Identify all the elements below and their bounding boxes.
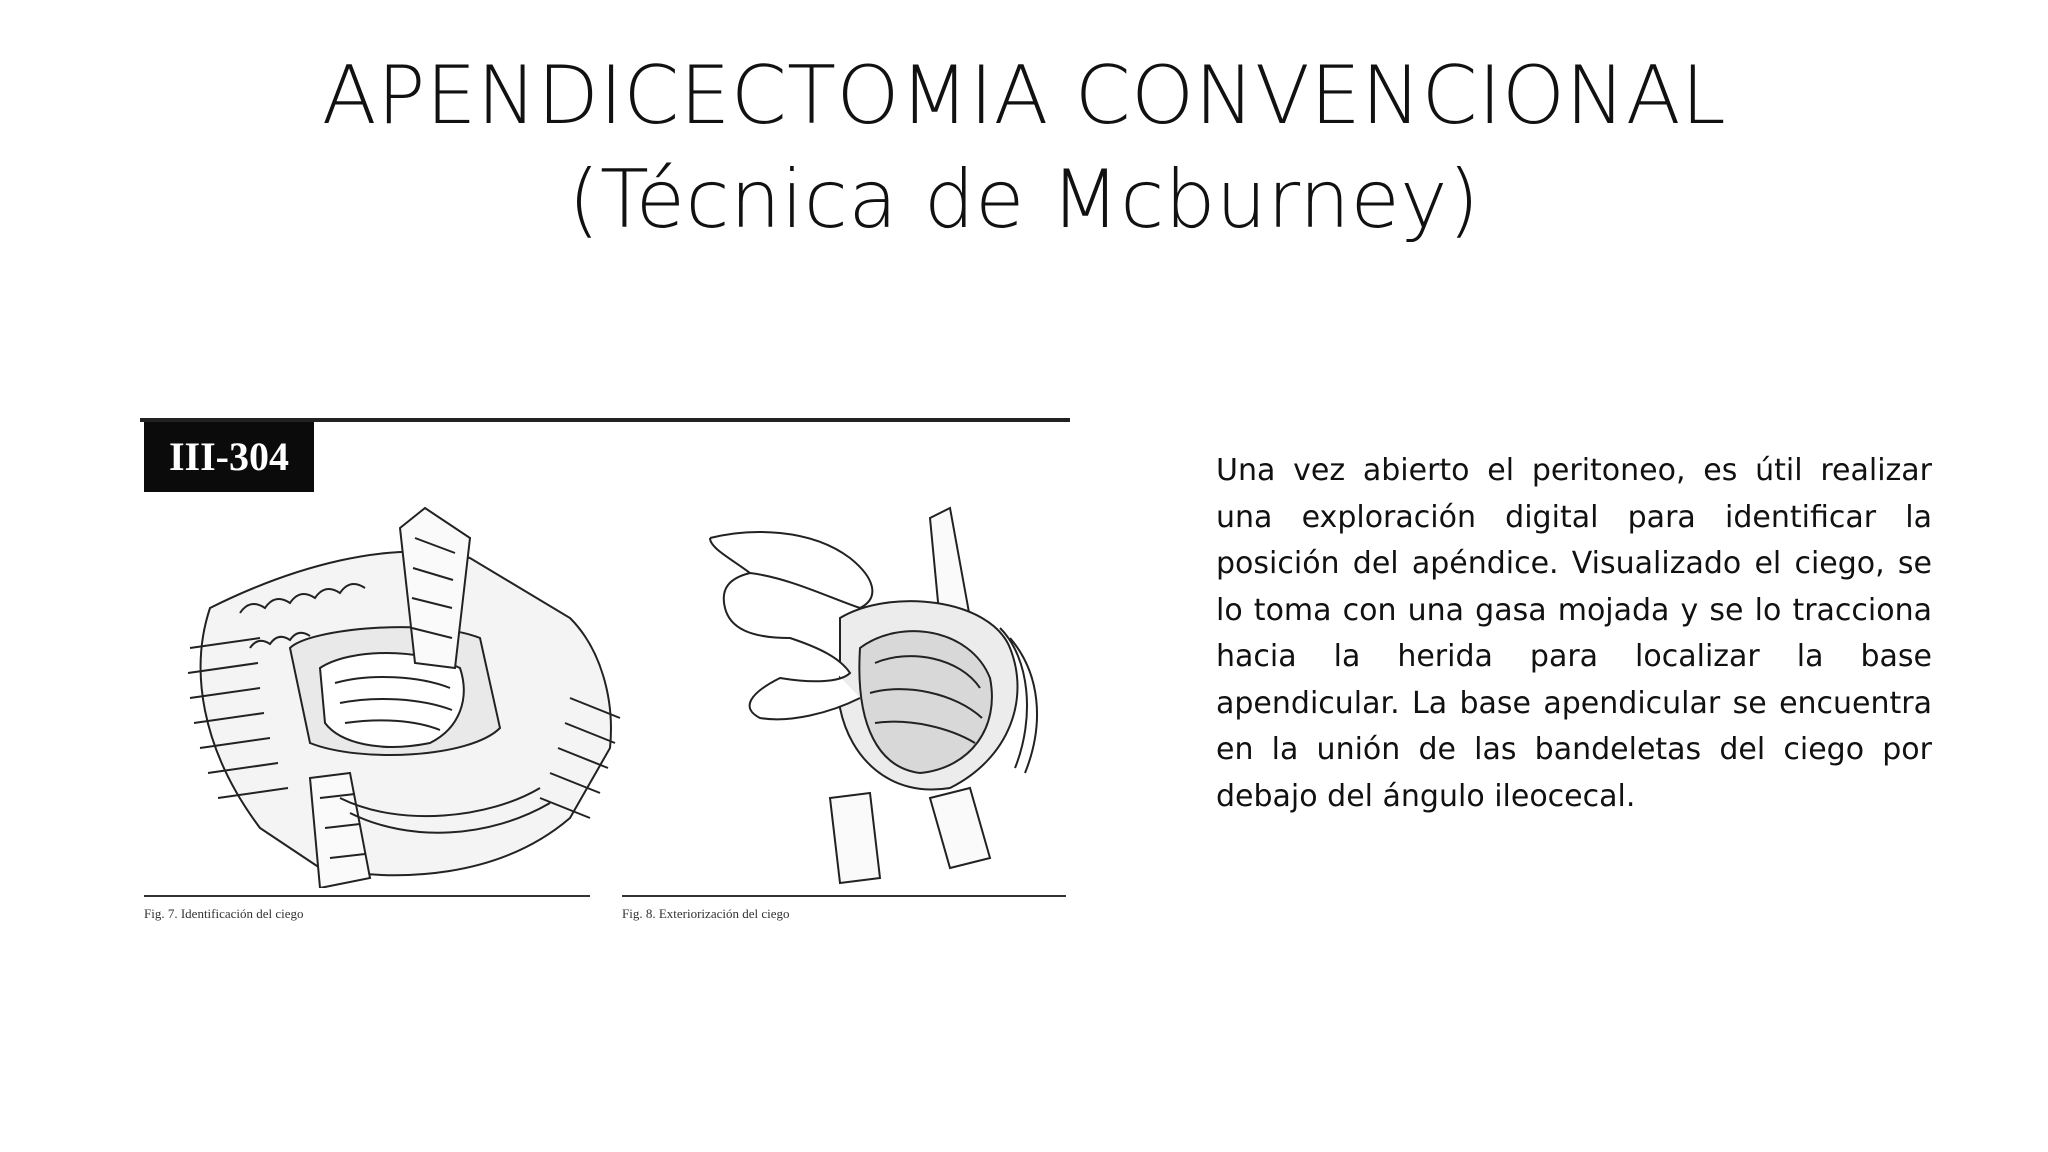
slide-title-line-1: APENDICECTOMIA CONVENCIONAL xyxy=(321,49,1727,142)
figure-caption-right: Fig. 8. Exteriorización del ciego xyxy=(622,906,790,921)
hand-exteriorizing-cecum-illustration xyxy=(690,498,1190,888)
caption-divider-left xyxy=(144,895,590,897)
caption-divider-right xyxy=(622,895,1066,897)
plate-label: III-304 xyxy=(144,422,314,492)
surgical-field-cecum-identification-illustration xyxy=(170,498,730,888)
figure-caption-left: Fig. 7. Identificación del ciego xyxy=(144,906,304,921)
slide-title-line-2: (Técnica de Mcburney) xyxy=(568,153,1480,246)
surgical-figure xyxy=(140,410,1080,940)
procedure-description: Una vez abierto el peritoneo, es útil realizar una exploración digital para identificar la posición del apéndice. Visualizado el ciego, se lo toma con una gasa mojada y se lo tracciona hacia la herida para localizar la base apendicular. La base apendicular se encuentra en la unión de las bandeletas del ciego por debajo del ángulo ileocecal. xyxy=(1216,453,1932,814)
slide-title xyxy=(0,44,2048,252)
